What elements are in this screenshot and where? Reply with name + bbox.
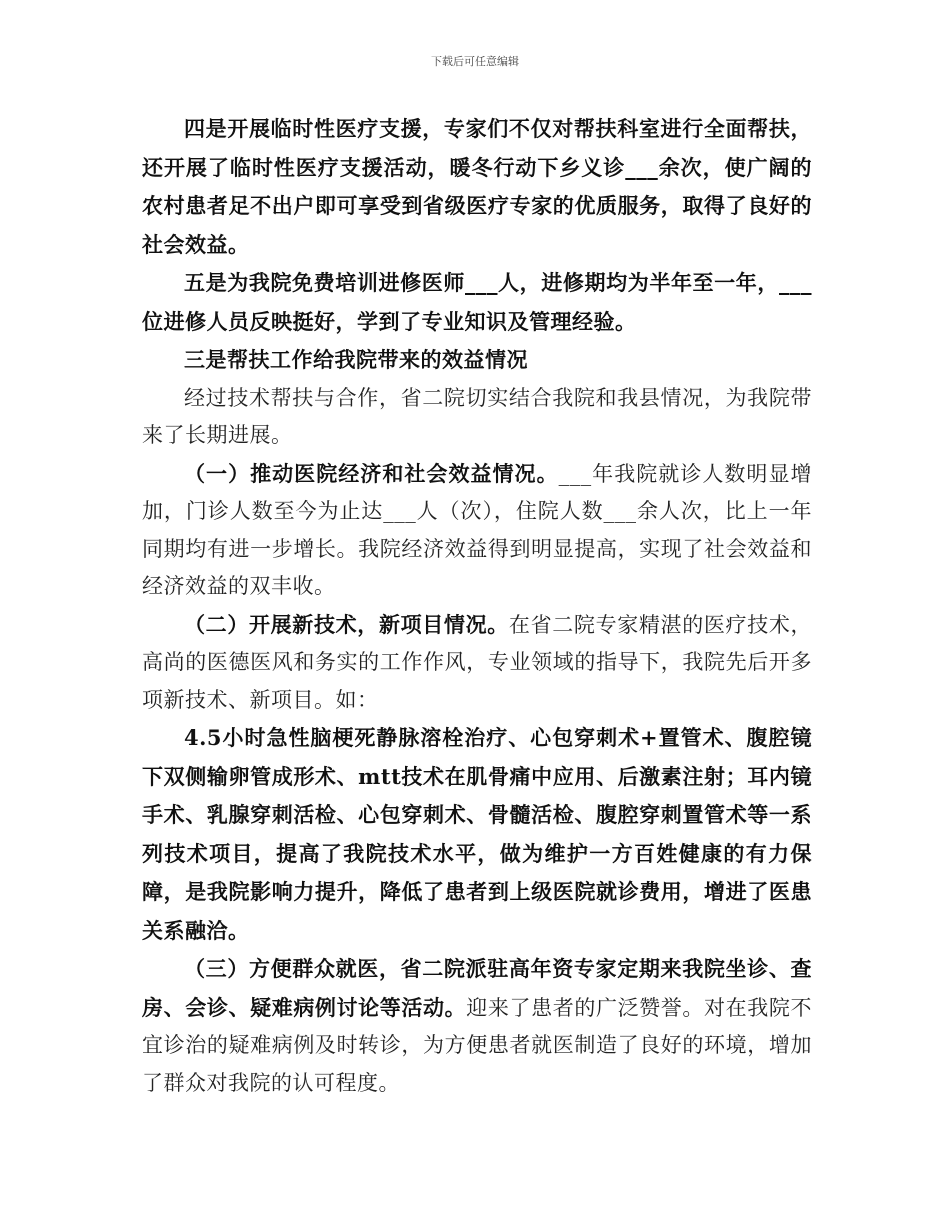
paragraph-8-heading: （三）方便群众就医，省二院派驻高年资专家定期来我院坐诊、查房、会诊、疑难病例讨论等活动。 — [142, 956, 812, 1020]
paragraph-2-bold: 五是为我院免费培训进修医师___人，进修期均为半年至一年，___位进修人员反映挺好，学到了专业知识及管理经验。 — [142, 270, 812, 334]
paragraph-7-bold: 4.5小时急性脑梗死静脉溶栓治疗、心包穿刺术+置管术、腹腔镜下双侧输卵管成形术、mtt技术在肌骨痛中应用、后激素注射；耳内镜手术、乳腺穿刺活检、心包穿刺术、骨髓活检、腹腔穿刺置管术等一系列技术项目，提高了我院技术水平，做为维护一方百姓健康的有力保障，是我院影响力提升，降低了患者到上级医院就诊费用，增进了医患关系融洽。 — [142, 725, 812, 943]
paragraph-2 — [142, 264, 812, 341]
paragraph-6 — [142, 606, 812, 720]
page-header: 下载后可任意编辑 — [431, 55, 519, 68]
section-heading-text: 三是帮扶工作给我院带来的效益情况 — [184, 347, 528, 372]
paragraph-7 — [142, 719, 812, 950]
paragraph-5-text: ___年我院就诊人数明显增加，门诊人数至今为止达___人（次），住院人数___余人次，比上一年同期均有进一步增长。我院经济效益得到明显提高，实现了社会效益和经济效益的双丰收。 — [142, 461, 813, 598]
document-body — [142, 110, 812, 1102]
paragraph-1 — [142, 110, 812, 264]
paragraph-4 — [142, 380, 812, 455]
section-heading — [142, 341, 812, 380]
paragraph-5 — [142, 455, 812, 606]
paragraph-6-text: 在省二院专家精湛的医疗技术，高尚的医德医风和务实的工作作风，专业领域的指导下，我院先后开多项新技术、新项目。如： — [142, 612, 813, 712]
paragraph-4-text: 经过技术帮扶与合作，省二院切实结合我院和我县情况，为我院带来了长期进展。 — [142, 385, 812, 447]
paragraph-5-heading: （一）推动医院经济和社会效益情况。 — [184, 460, 559, 486]
paragraph-8 — [142, 950, 812, 1102]
paragraph-8-text: 迎来了患者的广泛赞誉。对在我院不宜诊治的疑难病例及时转诊，为方便患者就医制造了良好的环境，增加了群众对我院的认可程度。 — [142, 995, 812, 1095]
paragraph-1-bold: 四是开展临时性医疗支援，专家们不仅对帮扶科室进行全面帮扶，还开展了临时性医疗支援活动，暖冬行动下乡义诊___余次，使广阔的农村患者足不出户即可享受到省级医疗专家的优质服务，取得了良好的社会效益。 — [142, 116, 812, 257]
paragraph-6-heading: （二）开展新技术，新项目情况。 — [184, 611, 509, 637]
